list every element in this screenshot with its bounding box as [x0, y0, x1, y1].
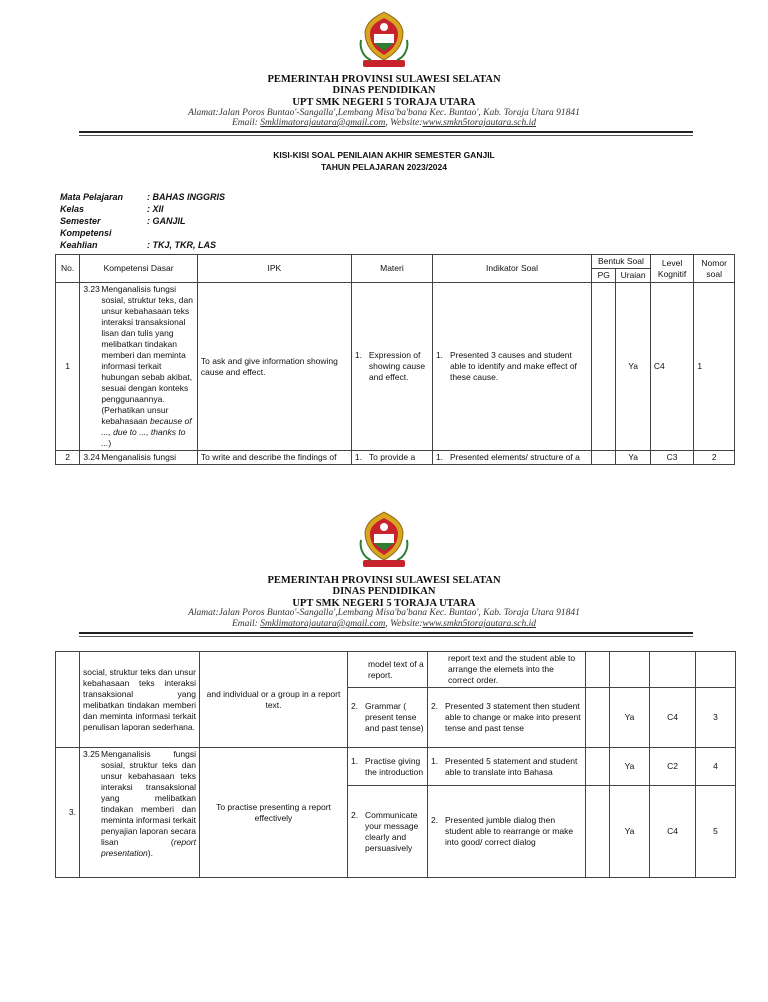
col-no: No.: [56, 255, 80, 283]
row-level: C4: [650, 283, 694, 451]
row-nomor: 2: [694, 451, 735, 465]
col-nomor: Nomor soal: [694, 255, 735, 283]
row-nomor: [696, 652, 736, 688]
website-link[interactable]: www.smkn5torajautara.sch.id: [422, 619, 537, 629]
row-uraian: Ya: [616, 451, 650, 465]
row-uraian: Ya: [610, 786, 650, 878]
row-kd: 3.25 Menganalisis fungsi sosial, struktur teks dan unsur kebahasaan teks interaksi transaksional yang melibatkan tindakan memberi dan meminta informasi terkait penyajian laporan secara lisan (report presentation).: [80, 748, 200, 878]
row-uraian: Ya: [616, 283, 650, 451]
row-pg: [586, 652, 610, 688]
row-materi: 2. Grammar ( present tense and past tense): [348, 688, 428, 748]
header-contact: Email: Smklimatorajautara@gmail.com, Website:www.smkn5torajautara.sch.id: [231, 118, 537, 128]
row-nomor: 3: [696, 688, 736, 748]
row-nomor: 5: [696, 786, 736, 878]
header-dept: DINAS PENDIDIKAN: [332, 85, 436, 96]
row-no: 3.: [56, 748, 80, 878]
row-uraian: [610, 652, 650, 688]
kisi-table-page2: [55, 651, 736, 878]
row-uraian: Ya: [610, 688, 650, 748]
row-no: 1: [56, 283, 80, 451]
header-address: Alamat:Jalan Poros Buntao'-Sangalla',Lembang Misa'ba'bana Kec. Buntao', Kab. Toraja Utara 91841: [188, 608, 580, 618]
row-materi: model text of a report.: [348, 652, 428, 688]
row-kd: 3.24 Menganalisis fungsi: [80, 451, 198, 465]
row-nomor: 4: [696, 748, 736, 786]
row-materi: 1. Practise giving the introduction: [348, 748, 428, 786]
row-indikator: 2. Presented 3 statement then student able to change or make into present tense and past tense: [428, 688, 586, 748]
table-row: [56, 748, 736, 786]
row-level: C2: [650, 748, 696, 786]
header-school: UPT SMK NEGERI 5 TORAJA UTARA: [292, 598, 476, 609]
header-address: Alamat:Jalan Poros Buntao'-Sangalla',Lembang Misa'ba'bana Kec. Buntao', Kab. Toraja Utara 91841: [188, 108, 580, 118]
row-level: C4: [650, 786, 696, 878]
row-ipk: To ask and give information showing cause and effect.: [197, 283, 351, 451]
row-kd: 3.23 Menganalisis fungsi sosial, struktur teks, dan unsur kebahasaan teks interaksi transaksional lisan dan tulis yang melibatkan tindakan memberi dan meminta informasi terkait hubungan sebab akibat, sesuai dengan konteks penggunaannya. (Perhatikan unsur kebahasaan because of ..., due to ..., thanks to ...): [80, 283, 198, 451]
table-row: [56, 451, 735, 465]
table-row: [56, 652, 736, 688]
row-level: C3: [650, 451, 694, 465]
row-level: C4: [650, 688, 696, 748]
col-kd: Kompetensi Dasar: [80, 255, 198, 283]
row-kd: social, struktur teks dan unsur kebahasaan teks interaksi transaksional yang melibatkan tindakan memberi dan meminta informasi terkait penulisan laporan sederhana.: [80, 652, 200, 748]
col-indikator: Indikator Soal: [432, 255, 591, 283]
school-logo: [357, 510, 411, 574]
doc-year: TAHUN PELAJARAN 2023/2024: [321, 162, 447, 172]
row-indikator: 1. Presented elements/ structure of a: [432, 451, 591, 465]
row-indikator: 1. Presented 5 statement and student able to translate into Bahasa: [428, 748, 586, 786]
row-ipk: To write and describe the findings of: [197, 451, 351, 465]
table-row: [56, 283, 735, 451]
header-rule-thin: [79, 636, 693, 637]
header-contact: Email: Smklimatorajautara@gmail.com, Website:www.smkn5torajautara.sch.id: [231, 619, 537, 629]
row-no: 2: [56, 451, 80, 465]
row-ipk: and individual or a group in a report text.: [200, 652, 348, 748]
row-pg: [592, 283, 616, 451]
school-logo: [357, 10, 411, 74]
row-no: [56, 652, 80, 748]
header-gov: PEMERINTAH PROVINSI SULAWESI SELATAN: [267, 575, 501, 586]
row-nomor: 1: [694, 283, 735, 451]
doc-title: KISI-KISI SOAL PENILAIAN AKHIR SEMESTER GANJIL: [273, 150, 495, 160]
row-materi: 1. Expression of showing cause and effect.: [351, 283, 432, 451]
header-rule-thin: [79, 135, 693, 136]
header-gov: PEMERINTAH PROVINSI SULAWESI SELATAN: [267, 74, 501, 85]
row-indikator: 2. Presented jumble dialog then student able to rearrange or make into good/ correct dialog: [428, 786, 586, 878]
header-rule: [79, 131, 693, 133]
row-indikator: 1. Presented 3 causes and student able to identify and make effect of these cause.: [432, 283, 591, 451]
row-pg: [586, 688, 610, 748]
col-bentuk: Bentuk Soal: [592, 255, 651, 269]
row-level: [650, 652, 696, 688]
email-link[interactable]: Smklimatorajautara@gmail.com: [260, 118, 386, 128]
row-pg: [586, 748, 610, 786]
header-rule: [79, 632, 693, 634]
row-pg: [586, 786, 610, 878]
col-pg: PG: [592, 269, 616, 283]
row-indikator: report text and the student able to arrange the elemets into the correct order.: [428, 652, 586, 688]
row-ipk: To practise presenting a report effectively: [200, 748, 348, 878]
website-link[interactable]: www.smkn5torajautara.sch.id: [422, 118, 537, 128]
header-dept: DINAS PENDIDIKAN: [332, 586, 436, 597]
col-ipk: IPK: [197, 255, 351, 283]
row-materi: 1. To provide a: [351, 451, 432, 465]
col-level: Level Kognitif: [650, 255, 694, 283]
meta-block: Mata Pelajaran : BAHAS INGGRIS Kelas : XII Semester : GANJIL Kompetensi Keahlian : TKJ, TKR, LAS: [60, 192, 226, 250]
row-uraian: Ya: [610, 748, 650, 786]
col-materi: Materi: [351, 255, 432, 283]
kisi-table-page1: [55, 254, 735, 465]
row-pg: [592, 451, 616, 465]
col-uraian: Uraian: [616, 269, 650, 283]
row-materi: 2. Communicate your message clearly and persuasively: [348, 786, 428, 878]
email-link[interactable]: Smklimatorajautara@gmail.com: [260, 619, 386, 629]
header-school: UPT SMK NEGERI 5 TORAJA UTARA: [292, 97, 476, 108]
